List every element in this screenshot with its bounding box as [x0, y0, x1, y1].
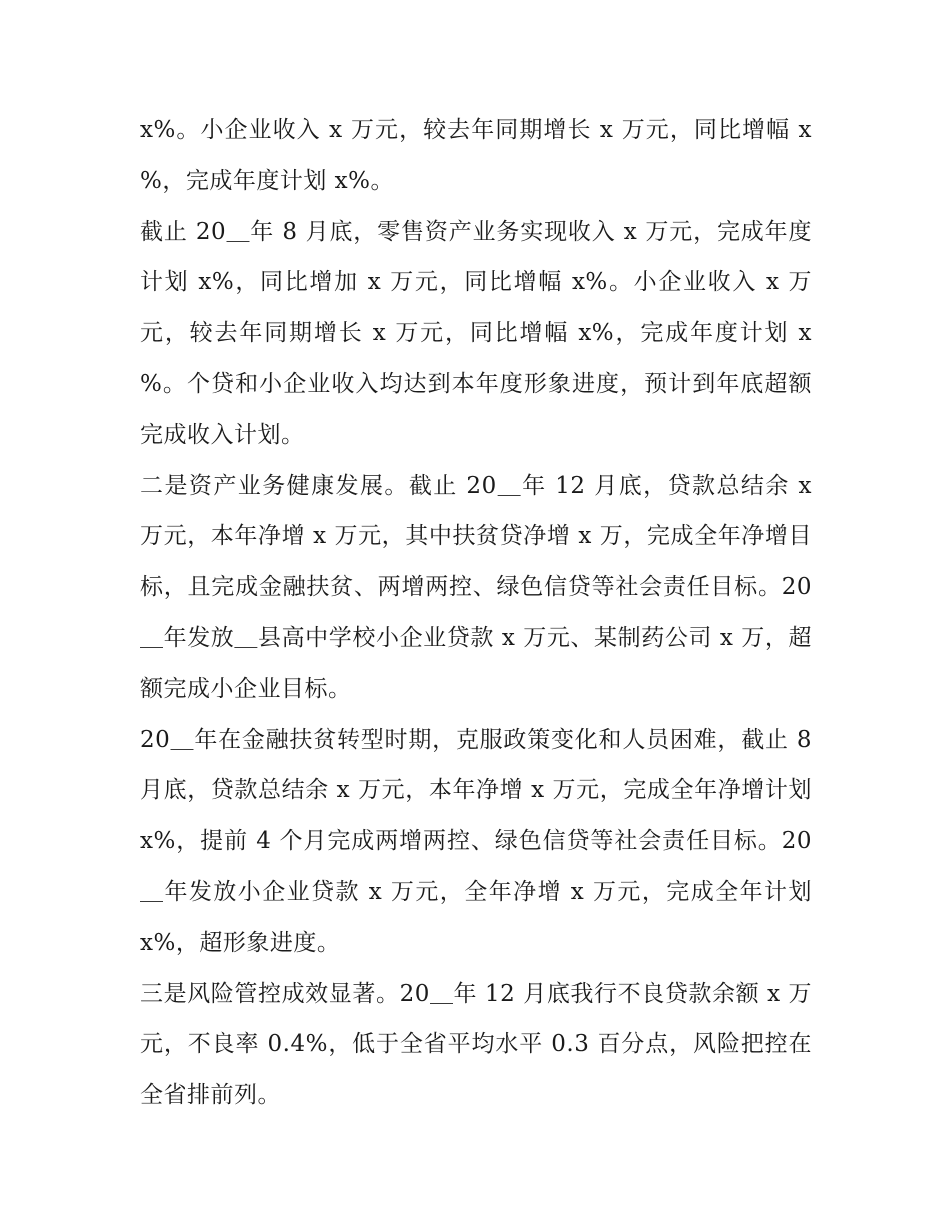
- paragraph-income-summary: x%。小企业收入 x 万元，较去年同期增长 x 万元，同比增幅 x %，完成年度计划 x%。: [140, 117, 812, 194]
- paragraph-risk-control: 三是风险管控成效显著。20＿年 12 月底我行不良贷款余额 x 万元，不良率 0.4%，低于全省平均水平 0.3 百分点，风险把控在全省排前列。: [140, 980, 812, 1109]
- paragraph-asset-business: 二是资产业务健康发展。截止 20＿年 12 月底，贷款总结余 x 万元，本年净增 x 万元，其中扶贫贷净增 x 万，完成全年净增目标，且完成金融扶贫、两增两控、绿色信贷等社会责任目标。20＿年发放＿县高中学校小企业贷款 x 万元、某制药公司 x 万，超额完成小企业目标。: [140, 472, 812, 702]
- paragraph-poverty-finance: 20＿年在金融扶贫转型时期，克服政策变化和人员困难，截止 8 月底，贷款总结余 x 万元，本年净增 x 万元，完成全年净增计划 x%，提前 4 个月完成两增两控、绿色信贷等社会责任目标。20＿年发放小企业贷款 x 万元，全年净增 x 万元，完成全年计划 x%，超形象进度。: [140, 726, 812, 956]
- paragraph-retail-asset-income: 截止 20＿年 8 月底，零售资产业务实现收入 x 万元，完成年度计划 x%，同比增加 x 万元，同比增幅 x%。小企业收入 x 万元，较去年同期增长 x 万元，同比增幅 x%，完成年度计划 x %。个贷和小企业收入均达到本年度形象进度，预计到年底超额完成收入计划。: [140, 218, 812, 448]
- document-body: [140, 105, 812, 1121]
